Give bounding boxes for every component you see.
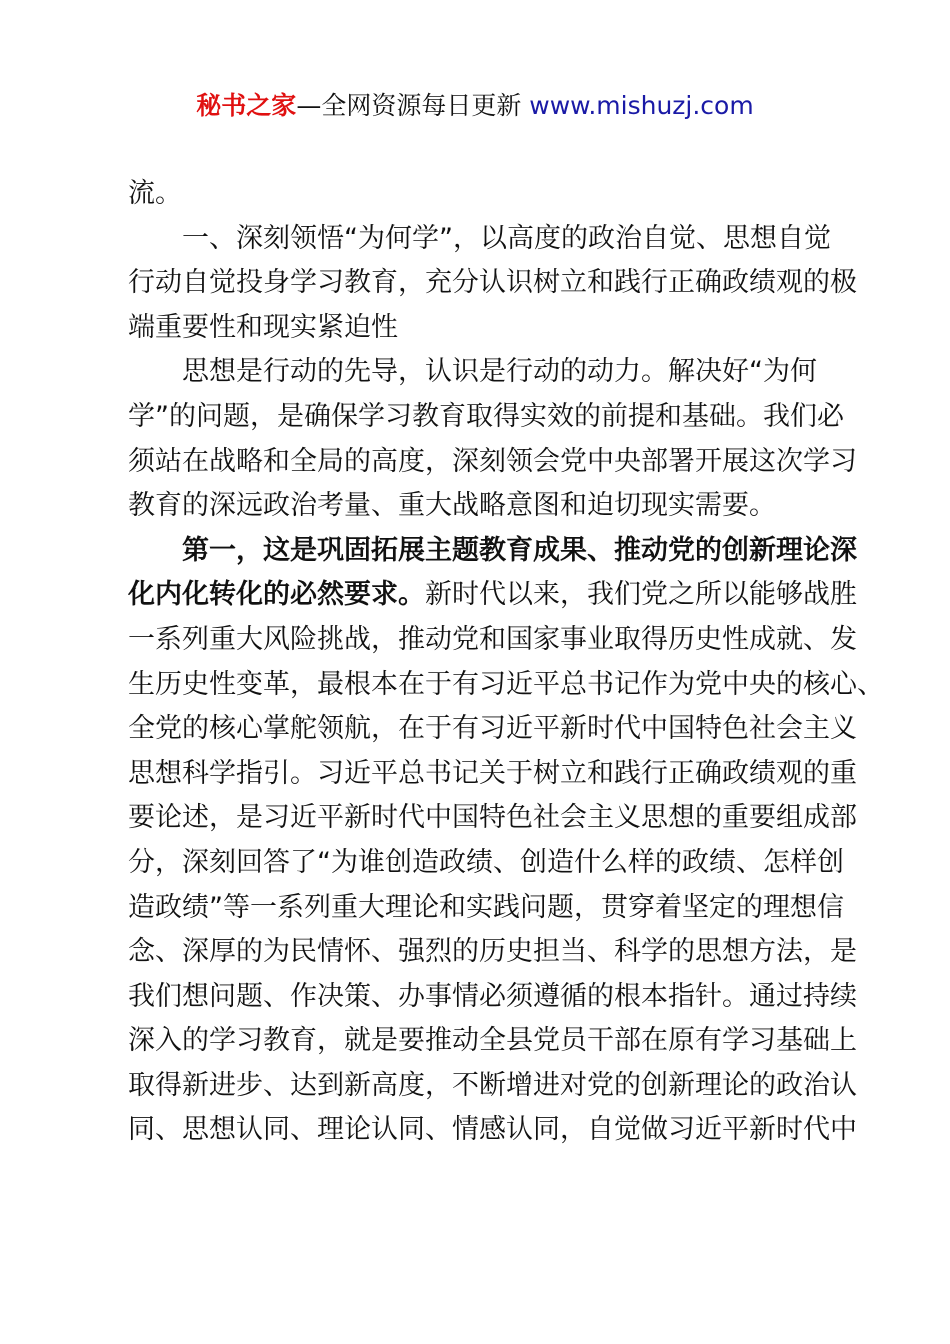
site-header: [0, 88, 950, 124]
document-body: [128, 172, 884, 1153]
text-line: 取得新进步、达到新高度，不断增进对党的创新理论的政治认: [128, 1069, 857, 1101]
paragraph-start: 新时代以来，我们党之所以能够战胜: [425, 579, 857, 611]
bold-heading-line: 第一，这是巩固拓展主题教育成果、推动党的创新理论深: [128, 534, 857, 566]
text-line: 念、深厚的为民情怀、强烈的历史担当、科学的思想方法，是: [128, 936, 857, 968]
text-line: 分，深刻回答了“为谁创造政绩、创造什么样的政绩、怎样创: [128, 846, 844, 878]
brand-name: 秘书之家: [196, 91, 297, 120]
text-line: 须站在战略和全局的高度，深刻领会党中央部署开展这次学习: [128, 445, 857, 477]
text-line: 生历史性变革，最根本在于有习近平总书记作为党中央的核心、: [128, 668, 884, 700]
text-line: 要论述，是习近平新时代中国特色社会主义思想的重要组成部: [128, 802, 857, 834]
text-line: 思想是行动的先导，认识是行动的动力。解决好“为何: [128, 356, 817, 388]
site-url[interactable]: www.mishuzj.com: [529, 91, 754, 120]
text-line: 学”的问题，是确保学习教育取得实效的前提和基础。我们必: [128, 400, 844, 432]
text-line: 全党的核心掌舵领航，在于有习近平新时代中国特色社会主义: [128, 713, 857, 745]
text-line: 造政绩”等一系列重大理论和实践问题，贯穿着坚定的理想信: [128, 891, 844, 923]
text-line: 我们想问题、作决策、办事情必须遵循的根本指针。通过持续: [128, 980, 857, 1012]
bold-heading-end: 化内化转化的必然要求。: [128, 579, 425, 611]
text-line: 同、思想认同、理论认同、情感认同，自觉做习近平新时代中: [128, 1114, 857, 1146]
text-line: 一系列重大风险挑战，推动党和国家事业取得历史性成就、发: [128, 623, 857, 655]
section-heading-line: 一、深刻领悟“为何学”，以高度的政治自觉、思想自觉: [128, 222, 831, 254]
text-line: 教育的深远政治考量、重大战略意图和迫切现实需要。: [128, 490, 776, 522]
text-line: 深入的学习教育，就是要推动全县党员干部在原有学习基础上: [128, 1025, 857, 1057]
section-heading-line: 行动自觉投身学习教育，充分认识树立和践行正确政绩观的极: [128, 267, 857, 299]
text-line: 流。: [128, 178, 182, 209]
section-heading-line: 端重要性和现实紧迫性: [128, 311, 398, 343]
header-tagline: —全网资源每日更新: [296, 91, 522, 120]
text-line: 思想科学指引。习近平总书记关于树立和践行正确政绩观的重: [128, 757, 857, 789]
mixed-line: [128, 573, 857, 618]
